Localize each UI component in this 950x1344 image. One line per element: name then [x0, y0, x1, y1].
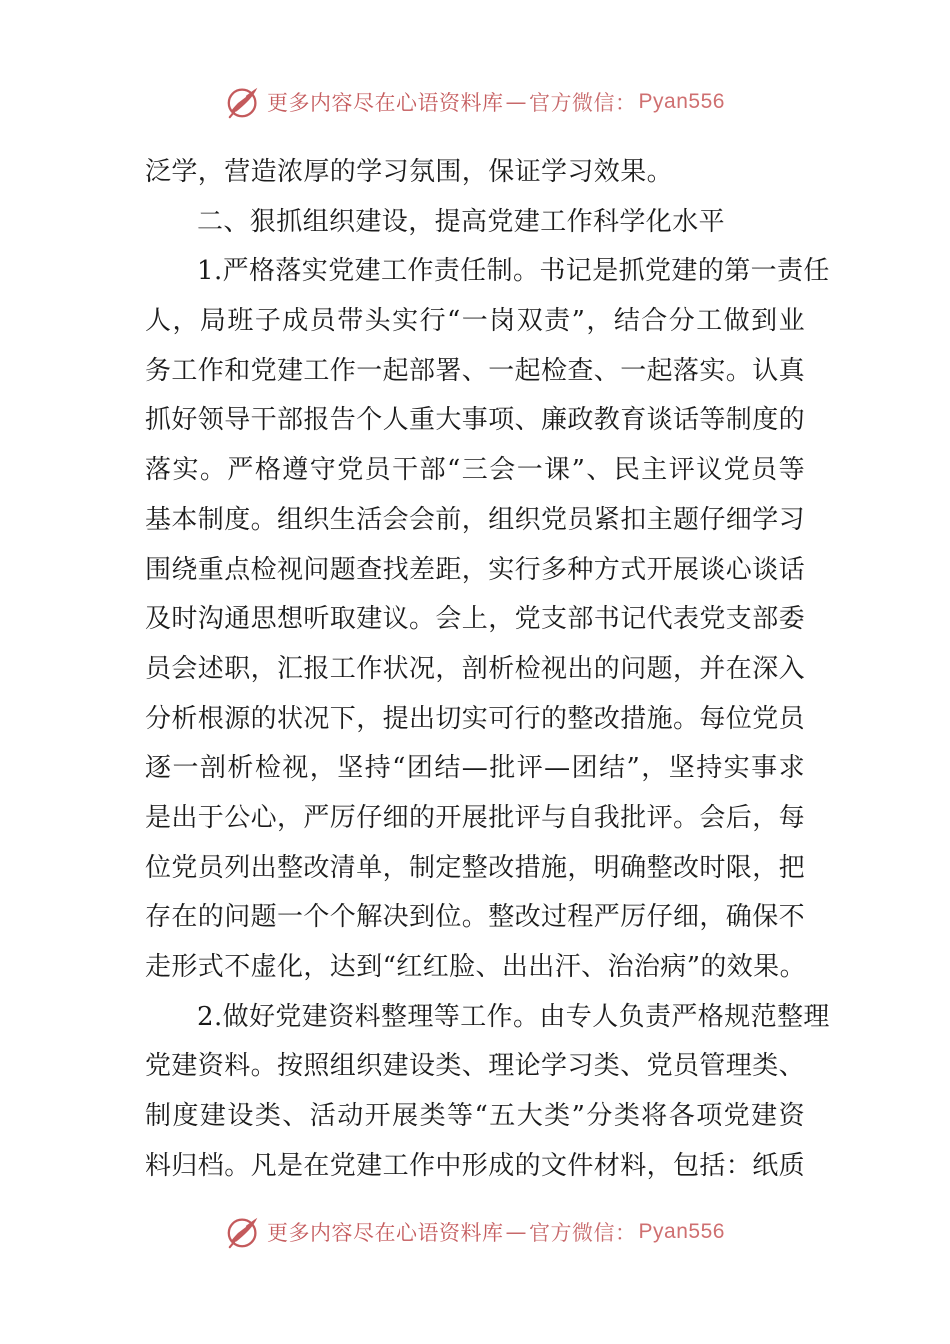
- section-heading: 二、狠抓组织建设，提高党建工作科学化水平: [197, 206, 726, 237]
- body-line: 泛学，营造浓厚的学习氛围，保证学习效果。: [145, 157, 674, 187]
- quill-logo-icon: [225, 83, 263, 121]
- banner-site-name: 更多内容尽在心语资料库: [267, 91, 504, 115]
- body-line: 1.严格落实党建工作责任制。书记是抓党建的第一责任: [197, 256, 830, 287]
- banner-dash: —: [505, 90, 528, 114]
- body-line: 围绕重点检视问题查找差距，实行多种方式开展谈心谈话: [145, 554, 806, 585]
- banner-dash: —: [505, 1220, 528, 1244]
- banner-wechat-label: 官方微信：: [529, 91, 637, 115]
- body-line: 员会述职，汇报工作状况，剖析检视出的问题，并在深入: [145, 653, 806, 684]
- banner-site-name: 更多内容尽在心语资料库: [267, 1221, 504, 1245]
- footer-watermark-banner: [0, 1212, 950, 1252]
- body-line: 位党员列出整改清单，制定整改措施，明确整改时限，把: [145, 852, 806, 883]
- body-line: 抓好领导干部报告个人重大事项、廉政教育谈话等制度的: [145, 405, 806, 436]
- body-line: 党建资料。按照组织建设类、理论学习类、党员管理类、: [145, 1051, 806, 1082]
- body-line: 走形式不虚化，达到“红红脸、出出汗、治治病”的效果。: [145, 952, 806, 982]
- body-line: 是出于公心，严厉仔细的开展批评与自我批评。会后，每: [145, 802, 806, 833]
- banner-wechat-handle: Pyan556: [638, 1220, 725, 1243]
- body-line: 人，局班子成员带头实行“一岗双责”，结合分工做到业: [145, 306, 805, 337]
- header-watermark-banner: [0, 82, 950, 122]
- body-line: 逐一剖析检视，坚持“团结—批评—团结”，坚持实事求: [145, 753, 805, 784]
- body-line: 分析根源的状况下，提出切实可行的整改措施。每位党员: [145, 703, 806, 734]
- body-line: 落实。严格遵守党员干部“三会一课”、民主评议党员等: [145, 455, 805, 486]
- body-line: 2.做好党建资料整理等工作。由专人负责严格规范整理: [197, 1001, 830, 1032]
- body-line: 及时沟通思想听取建议。会上，党支部书记代表党支部委: [145, 604, 806, 635]
- document-body: [145, 148, 830, 1191]
- body-line: 务工作和党建工作一起部署、一起检查、一起落实。认真: [145, 355, 806, 386]
- body-line: 存在的问题一个个解决到位。整改过程严厉仔细，确保不: [145, 902, 806, 933]
- body-line: 料归档。凡是在党建工作中形成的文件材料，包括：纸质: [145, 1150, 806, 1181]
- body-line: 基本制度。组织生活会会前，组织党员紧扣主题仔细学习: [145, 504, 806, 535]
- banner-wechat-label: 官方微信：: [529, 1221, 637, 1245]
- quill-logo-icon: [225, 1213, 263, 1251]
- body-line: 制度建设类、活动开展类等“五大类”分类将各项党建资: [145, 1101, 805, 1132]
- banner-wechat-handle: Pyan556: [638, 90, 725, 113]
